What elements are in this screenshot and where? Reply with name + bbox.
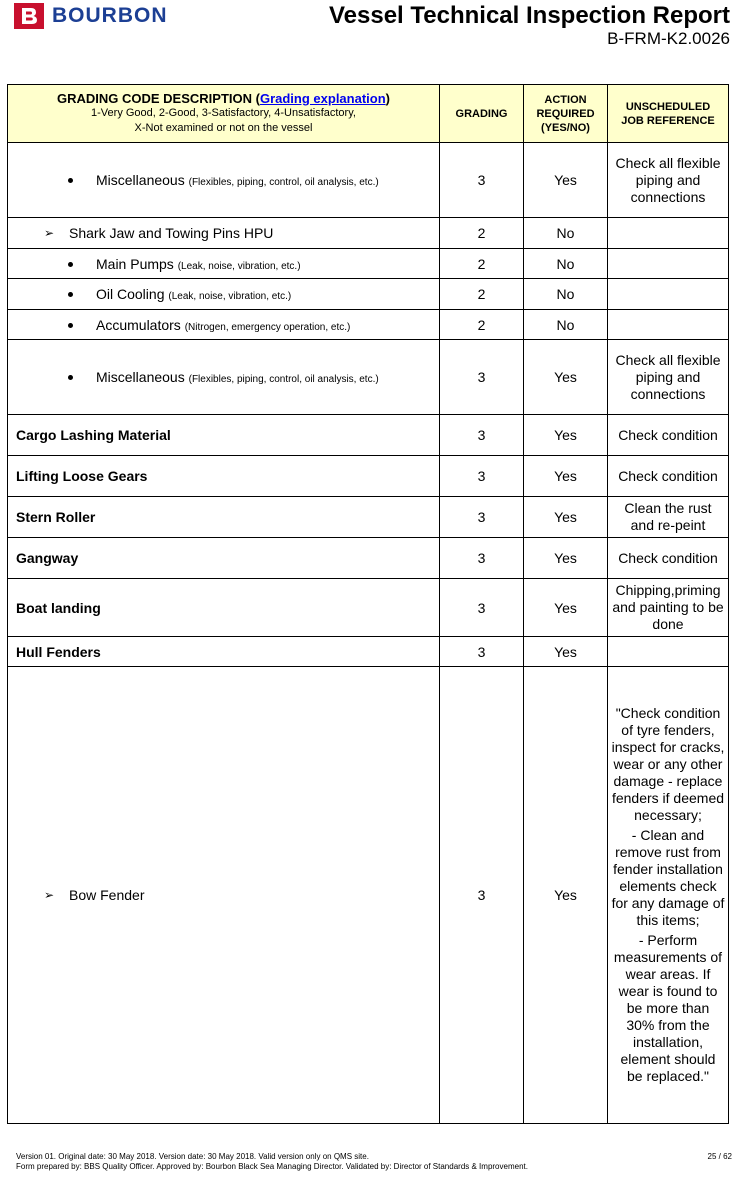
table-row (8, 637, 729, 667)
job-reference-cell (608, 637, 729, 667)
grading-cell: 3 (440, 340, 524, 415)
grading-cell: 3 (440, 579, 524, 637)
action-cell: Yes (524, 637, 608, 667)
bullet-icon (68, 178, 73, 183)
action-cell: Yes (524, 538, 608, 579)
grading-cell: 3 (440, 667, 524, 1124)
item-cell: Main Pumps (Leak, noise, vibration, etc.) (8, 249, 440, 279)
job-reference-cell: Check condition (608, 538, 729, 579)
table-row (8, 340, 729, 415)
grading-cell: 3 (440, 456, 524, 497)
grading-cell: 3 (440, 538, 524, 579)
job-reference-paragraph: - Clean and remove rust from fender installation elements check for any damage of this items; (611, 827, 725, 928)
bourbon-logo (14, 3, 168, 29)
table-row (8, 667, 729, 1124)
item-cell: Hull Fenders (8, 637, 440, 667)
inspection-table (7, 84, 729, 1124)
grading-code-description-header: GRADING CODE DESCRIPTION (Grading explanation) 1-Very Good, 2-Good, 3-Satisfactory, 4-Unsatisfactory, X-Not examined or not on the vessel (8, 85, 440, 143)
table-row (8, 538, 729, 579)
item-cell: Stern Roller (8, 497, 440, 538)
job-reference-cell: Check all flexible piping and connections (608, 340, 729, 415)
grading-cell: 2 (440, 249, 524, 279)
bullet-icon (68, 292, 73, 297)
table-row (8, 415, 729, 456)
action-cell: No (524, 249, 608, 279)
job-reference-cell (608, 310, 729, 340)
action-required-header: ACTION REQUIRED (YES/NO) (524, 85, 608, 143)
table-row (8, 579, 729, 637)
table-header-row (8, 85, 729, 143)
footer-version-line: Version 01. Original date: 30 May 2018. Version date: 30 May 2018. Valid version only on QMS site. (16, 1152, 369, 1161)
job-reference-cell: Clean the rust and re-peint (608, 497, 729, 538)
grading-explanation-link[interactable]: Grading explanation (259, 91, 386, 106)
action-cell: No (524, 218, 608, 249)
action-cell: Yes (524, 579, 608, 637)
bullet-icon (68, 262, 73, 267)
job-reference-cell (608, 279, 729, 310)
item-cell: Boat landing (8, 579, 440, 637)
table-row (8, 310, 729, 340)
job-reference-cell: Check condition (608, 415, 729, 456)
action-cell: No (524, 310, 608, 340)
action-cell: Yes (524, 667, 608, 1124)
table-row (8, 456, 729, 497)
item-cell: ➢ Shark Jaw and Towing Pins HPU (8, 218, 440, 249)
footer-approval-line: Form prepared by: BBS Quality Officer. Approved by: Bourbon Black Sea Managing Director. Validated by: Director of Standards & Improvement. (16, 1162, 528, 1171)
item-cell: Oil Cooling (Leak, noise, vibration, etc.) (8, 279, 440, 310)
grading-cell: 3 (440, 497, 524, 538)
page-footer (16, 1152, 732, 1172)
grading-cell: 2 (440, 279, 524, 310)
job-reference-cell (608, 667, 729, 1124)
grading-cell: 2 (440, 310, 524, 340)
logo-text: BOURBON (52, 4, 168, 27)
page-title: Vessel Technical Inspection Report (328, 2, 730, 29)
job-reference-cell: Check all flexible piping and connections (608, 143, 729, 218)
job-reference-cell (608, 218, 729, 249)
item-cell: Miscellaneous (Flexibles, piping, control, oil analysis, etc.) (8, 143, 440, 218)
job-reference-header: UNSCHEDULED JOB REFERENCE (608, 85, 729, 143)
form-code: B-FRM-K2.0026 (607, 29, 730, 48)
job-reference-paragraph: "Check condition of tyre fenders, inspect for cracks, wear or any other damage - replace fenders if deemed necessary; (611, 705, 725, 823)
action-cell: Yes (524, 340, 608, 415)
grading-cell: 3 (440, 637, 524, 667)
bullet-icon (68, 323, 73, 328)
bullet-icon (68, 375, 73, 380)
table-row (8, 249, 729, 279)
grading-scale-line: 1-Very Good, 2-Good, 3-Satisfactory, 4-Unsatisfactory, (91, 107, 356, 119)
table-row (8, 218, 729, 249)
action-cell: Yes (524, 456, 608, 497)
item-cell: Cargo Lashing Material (8, 415, 440, 456)
arrow-bullet-icon: ➢ (44, 888, 55, 902)
item-cell: Gangway (8, 538, 440, 579)
bourbon-logo-mark-icon (14, 3, 44, 29)
job-reference-cell (608, 249, 729, 279)
arrow-bullet-icon: ➢ (44, 226, 55, 240)
table-row (8, 497, 729, 538)
action-cell: Yes (524, 143, 608, 218)
job-reference-paragraph: - Perform measurements of wear areas. If wear is found to be more than 30% from the installation, element should be replaced." (613, 932, 723, 1084)
item-cell: Accumulators (Nitrogen, emergency operation, etc.) (8, 310, 440, 340)
table-row (8, 143, 729, 218)
item-cell: ➢ Bow Fender (8, 667, 440, 1124)
grading-cell: 3 (440, 415, 524, 456)
job-reference-cell: Check condition (608, 456, 729, 497)
page-number: 25 / 62 (707, 1152, 732, 1161)
grading-x-line: X-Not examined or not on the vessel (134, 122, 313, 134)
item-cell: Lifting Loose Gears (8, 456, 440, 497)
action-cell: Yes (524, 415, 608, 456)
job-reference-cell: Chipping,priming and painting to be done (608, 579, 729, 637)
page-header (0, 0, 740, 60)
action-cell: Yes (524, 497, 608, 538)
action-cell: No (524, 279, 608, 310)
table-row (8, 279, 729, 310)
grading-cell: 3 (440, 143, 524, 218)
grading-cell: 2 (440, 218, 524, 249)
item-cell: Miscellaneous (Flexibles, piping, control, oil analysis, etc.) (8, 340, 440, 415)
grading-header: GRADING (440, 85, 524, 143)
